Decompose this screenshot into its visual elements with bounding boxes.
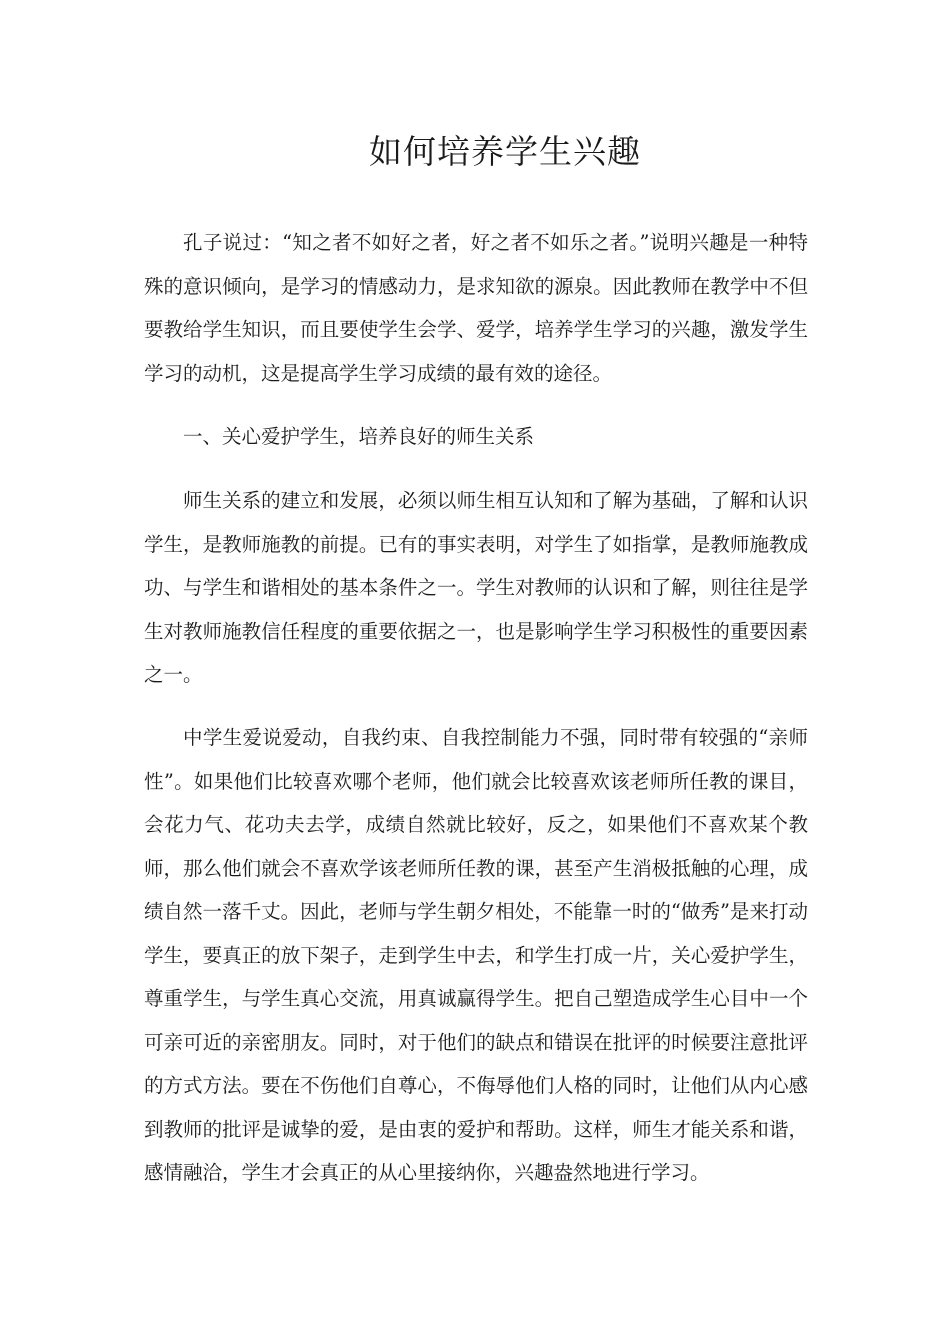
document-title: 如何培养学生兴趣	[369, 132, 641, 171]
body-paragraph: 中学生爱说爱动，自我约束、自我控制能力不强，同时带有较强的“亲师性”。如果他们比较喜欢哪个老师，他们就会比较喜欢该老师所任教的课目，会花力气、花功夫去学，成绩自然就比较好，反之，如果他们不喜欢某个教师，那么他们就会不喜欢学该老师所任教的课，甚至产生消极抵触的心理，成绩自然一落千丈。因此，老师与学生朝夕相处，不能靠一时的“做秀”是来打动学生，要真正的放下架子，走到学生中去，和学生打成一片，关心爱护学生，尊重学生，与学生真心交流，用真诚赢得学生。把自己塑造成学生心目中一个可亲可近的亲密朋友。同时，对于他们的缺点和错误在批评的时候要注意批评的方式方法。要在不伤他们自尊心，不侮辱他们人格的同时，让他们从内心感到教师的批评是诚挚的爱，是由衷的爱护和帮助。这样，师生才能关系和谐，感情融洽，学生才会真正的从心里接纳你，兴趣盎然地进行学习。	[144, 726, 808, 1184]
body-paragraph: 师生关系的建立和发展，必须以师生相互认知和了解为基础，了解和认识学生，是教师施教的前提。已有的事实表明，对学生了如指掌，是教师施教成功、与学生和谐相处的基本条件之一。学生对教师的认识和了解，则往往是学生对教师施教信任程度的重要依据之一，也是影响学生学习积极性的重要因素之一。	[144, 489, 808, 686]
section-heading: 一、关心爱护学生，培养良好的师生关系	[183, 425, 535, 448]
intro-paragraph: 孔子说过：“知之者不如好之者，好之者不如乐之者。”说明兴趣是一种特殊的意识倾向，是学习的情感动力，是求知欲的源泉。因此教师在教学中不但要教给学生知识，而且要使学生会学、爱学，培养学生学习的兴趣，激发学生学习的动机，这是提高学生学习成绩的最有效的途径。	[144, 231, 808, 385]
